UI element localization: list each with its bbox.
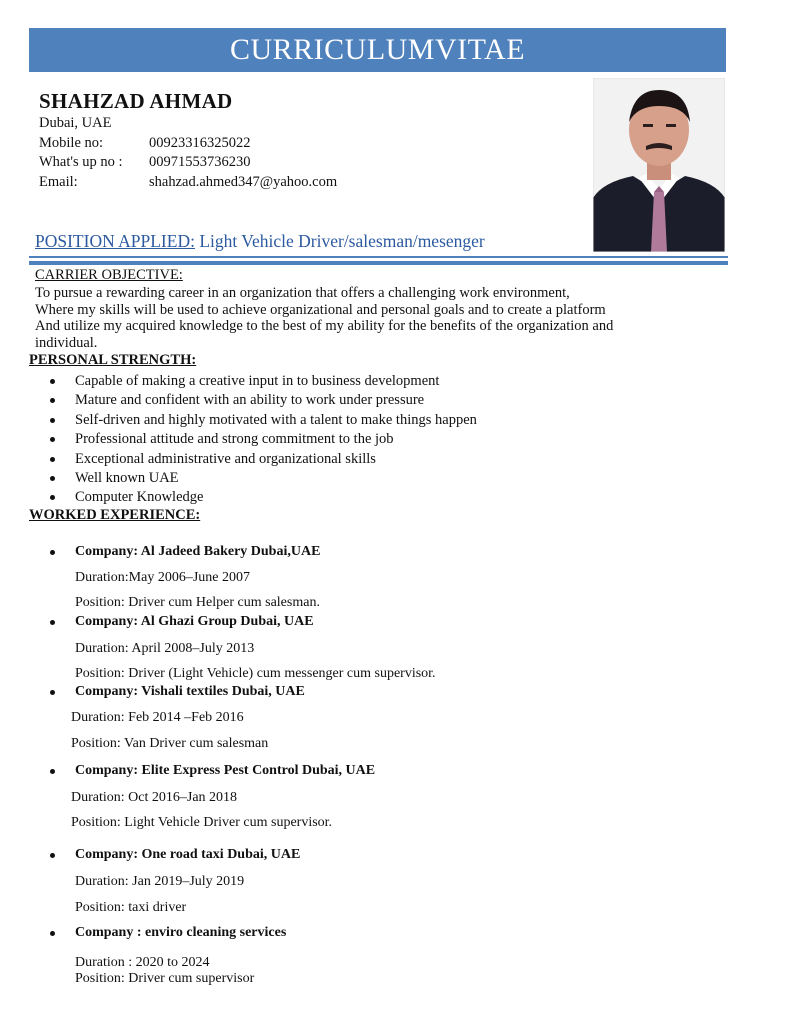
position-applied-value: Light Vehicle Driver/salesman/mesenger bbox=[199, 231, 485, 251]
job-position: Position: Van Driver cum salesman bbox=[71, 736, 269, 751]
mobile-label: Mobile no: bbox=[39, 135, 104, 151]
list-item bbox=[50, 488, 477, 507]
strength-list bbox=[50, 372, 477, 508]
strength-text: Exceptional administrative and organizational skills bbox=[75, 450, 376, 467]
objective-line: To pursue a rewarding career in an organization that offers a challenging work environment, bbox=[35, 285, 570, 301]
job-duration: Duration: Oct 2016–Jan 2018 bbox=[71, 790, 238, 805]
bullet-icon bbox=[50, 379, 55, 384]
email-address: shahzad.ahmed347@yahoo.com bbox=[149, 174, 338, 190]
job-position: Position: Driver cum Helper cum salesman. bbox=[75, 595, 320, 610]
bullet-icon bbox=[50, 398, 55, 403]
list-item bbox=[50, 469, 477, 488]
divider-thin bbox=[29, 256, 728, 258]
list-item bbox=[50, 372, 477, 391]
job-duration: Duration: Jan 2019–July 2019 bbox=[75, 874, 245, 889]
strength-heading: PERSONAL STRENGTH: bbox=[29, 352, 197, 368]
objective-heading: CARRIER OBJECTIVE: bbox=[35, 267, 183, 283]
list-item bbox=[50, 450, 477, 469]
job-company bbox=[50, 614, 314, 630]
whatsapp-number: 00971553736230 bbox=[149, 154, 251, 170]
divider-thick bbox=[29, 261, 728, 265]
objective-line: individual. bbox=[35, 334, 98, 351]
job-duration: Duration: Feb 2014 –Feb 2016 bbox=[71, 710, 244, 725]
bullet-icon bbox=[50, 437, 55, 442]
objective-line: And utilize my acquired knowledge to the best of my ability for the benefits of the organization and bbox=[35, 318, 614, 335]
company-text: Company : enviro cleaning services bbox=[75, 925, 287, 940]
objective-line: Where my skills will be used to achieve organizational and personal goals and to create a platform bbox=[35, 301, 606, 318]
job-company bbox=[50, 763, 375, 779]
applicant-name: SHAHZAD AHMAD bbox=[39, 89, 233, 113]
company-text: Company: Vishali textiles Dubai, UAE bbox=[75, 684, 305, 699]
list-item bbox=[50, 391, 477, 410]
strength-text: Professional attitude and strong commitment to the job bbox=[75, 431, 394, 448]
bullet-icon bbox=[50, 495, 55, 500]
job-company bbox=[50, 925, 286, 941]
page-title: CURRICULUMVITAE bbox=[229, 33, 526, 66]
bullet-icon bbox=[50, 853, 55, 858]
objective-text bbox=[35, 285, 705, 351]
bullet-icon bbox=[50, 931, 55, 936]
bullet-icon bbox=[50, 457, 55, 462]
email-label: Email: bbox=[39, 174, 78, 190]
location: Dubai, UAE bbox=[39, 115, 112, 131]
strength-text: Computer Knowledge bbox=[75, 489, 204, 506]
mobile-number: 00923316325022 bbox=[149, 135, 251, 151]
bullet-icon bbox=[50, 550, 55, 555]
job-duration: Duration:May 2006–June 2007 bbox=[75, 570, 250, 585]
job-duration: Duration: April 2008–July 2013 bbox=[75, 641, 255, 656]
portrait-illustration bbox=[593, 78, 725, 252]
strength-text: Well known UAE bbox=[75, 469, 179, 486]
strength-text: Mature and confident with an ability to work under pressure bbox=[75, 392, 425, 409]
position-applied-label: POSITION APPLIED: bbox=[35, 231, 195, 251]
job-position: Position: taxi driver bbox=[75, 900, 187, 915]
job-duration: Duration : 2020 to 2024 bbox=[75, 955, 210, 970]
whatsapp-label: What's up no : bbox=[39, 154, 123, 170]
job-company bbox=[50, 847, 300, 863]
bullet-icon bbox=[50, 620, 55, 625]
experience-heading: WORKED EXPERIENCE: bbox=[29, 507, 201, 523]
company-text: Company: Elite Express Pest Control Dubai, UAE bbox=[75, 763, 376, 778]
strength-text: Capable of making a creative input in to business development bbox=[75, 373, 440, 389]
job-position: Position: Light Vehicle Driver cum supervisor. bbox=[71, 815, 333, 830]
bullet-icon bbox=[50, 418, 55, 423]
job-company bbox=[50, 684, 305, 700]
bullet-icon bbox=[50, 690, 55, 695]
company-text: Company: Al Ghazi Group Dubai, UAE bbox=[75, 614, 314, 629]
title-banner bbox=[29, 28, 726, 72]
bullet-icon bbox=[50, 769, 55, 774]
job-position: Position: Driver cum supervisor bbox=[75, 971, 255, 986]
job-company bbox=[50, 544, 320, 560]
list-item bbox=[50, 430, 477, 449]
strength-text: Self-driven and highly motivated with a talent to make things happen bbox=[75, 411, 477, 428]
company-text: Company: One road taxi Dubai, UAE bbox=[75, 847, 301, 862]
list-item bbox=[50, 411, 477, 430]
company-text: Company: Al Jadeed Bakery Dubai,UAE bbox=[75, 544, 321, 559]
job-position: Position: Driver (Light Vehicle) cum messenger cum supervisor. bbox=[75, 666, 436, 681]
profile-photo bbox=[593, 78, 725, 252]
bullet-icon bbox=[50, 476, 55, 481]
position-applied bbox=[35, 231, 485, 252]
